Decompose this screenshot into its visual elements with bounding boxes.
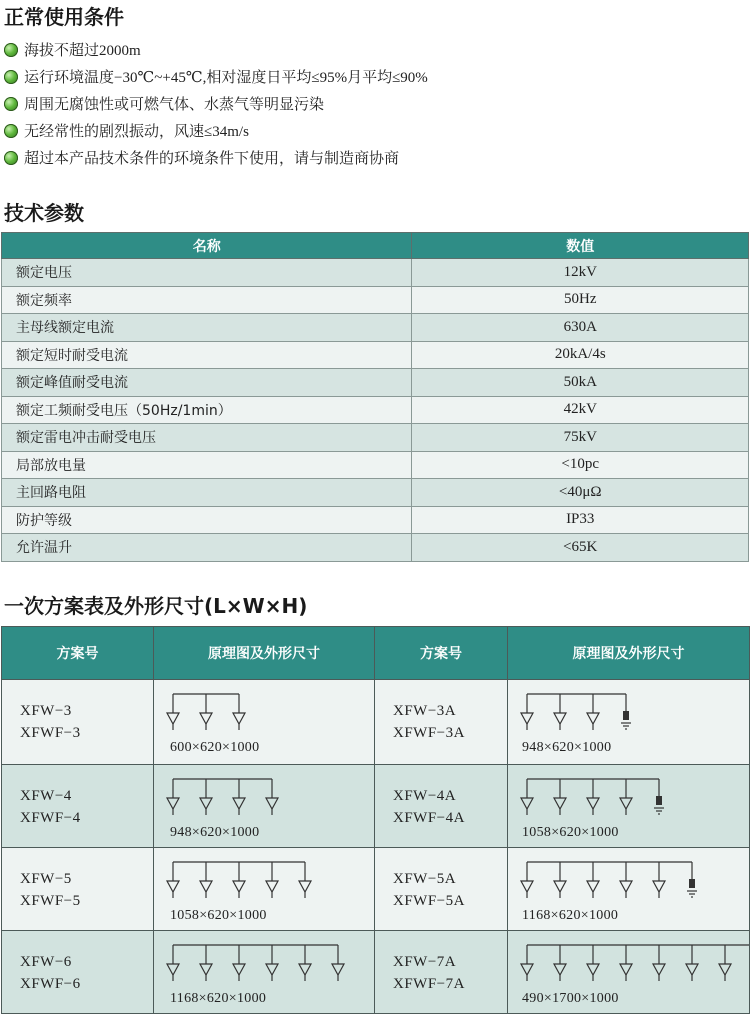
feeder-switch-icon <box>299 945 311 981</box>
param-value: <65K <box>412 534 749 562</box>
feeder-switch-icon <box>167 862 179 898</box>
list-item: 无经常性的剧烈振动，风速≤34m/s <box>4 117 428 144</box>
feeder-switch-icon <box>554 945 566 981</box>
table-row <box>2 259 749 287</box>
feeder-switch-icon <box>233 945 245 981</box>
feeder-switch-icon <box>167 945 179 981</box>
param-value: 20kA/4s <box>412 341 749 369</box>
column-header-value: 数值 <box>412 233 749 259</box>
feeder-switch-icon <box>521 862 533 898</box>
feeder-switch-icon <box>620 779 632 815</box>
list-item: 超过本产品技术条件的环境条件下使用，请与制造商协商 <box>4 144 428 171</box>
bullet-icon <box>4 97 18 111</box>
scheme-code-cell <box>375 680 508 765</box>
list-item: 海拔不超过2000m <box>4 36 428 63</box>
list-item: 周围无腐蚀性或可燃气体、水蒸气等明显污染 <box>4 90 428 117</box>
bullet-icon <box>4 124 18 138</box>
dimensions-text: 490×1700×1000 <box>522 991 619 1006</box>
scheme-code: XFW−3 <box>20 703 72 719</box>
feeder-switch-icon <box>620 862 632 898</box>
dimensions-text: 600×620×1000 <box>170 740 260 755</box>
dimensions-text: 1058×620×1000 <box>522 825 619 840</box>
feeder-switch-icon <box>521 694 533 730</box>
feeder-switch-icon <box>587 779 599 815</box>
feeder-switch-icon <box>653 945 665 981</box>
table-row <box>2 341 749 369</box>
feeder-switch-icon <box>521 945 533 981</box>
table-row <box>2 424 749 452</box>
param-value: 630A <box>412 314 749 342</box>
param-value: 50Hz <box>412 286 749 314</box>
feeder-switch-icon <box>233 862 245 898</box>
param-name: 主回路电阻 <box>2 479 412 507</box>
dimensions-text: 1058×620×1000 <box>170 908 267 923</box>
scheme-code: XFW−4 <box>20 788 72 804</box>
param-value: 75kV <box>412 424 749 452</box>
table-row <box>2 534 749 562</box>
diagram-cell <box>508 765 750 848</box>
feeder-switch-icon <box>266 779 278 815</box>
scheme-code: XFW−6 <box>20 954 72 970</box>
param-name: 额定工频耐受电压（50Hz/1min） <box>2 396 412 424</box>
scheme-code-alt: XFWF−4A <box>393 810 465 826</box>
column-header-name: 名称 <box>2 233 412 259</box>
scheme-code-alt: XFWF−6 <box>20 976 81 992</box>
feeder-switch-icon <box>653 862 665 898</box>
feeder-switch-icon <box>719 945 731 981</box>
scheme-code-alt: XFWF−5 <box>20 893 81 909</box>
feeder-switch-icon <box>521 779 533 815</box>
diagram-cell <box>508 680 750 765</box>
diagram-cell <box>154 848 375 931</box>
scheme-code-cell <box>2 680 154 765</box>
scheme-code: XFW−4A <box>393 788 457 804</box>
feeder-switch-icon <box>233 779 245 815</box>
dimensions-text: 1168×620×1000 <box>170 991 267 1006</box>
conditions-list <box>4 36 428 171</box>
feeder-switch-icon <box>299 862 311 898</box>
param-value: 50kA <box>412 369 749 397</box>
bullet-icon <box>4 70 18 84</box>
scheme-code: XFW−5A <box>393 871 457 887</box>
scheme-code-alt: XFWF−3 <box>20 725 81 741</box>
table-row <box>2 765 750 848</box>
earthing-switch-icon <box>654 779 664 814</box>
diagram-cell <box>508 848 750 931</box>
feeder-switch-icon <box>587 945 599 981</box>
feeder-switch-icon <box>200 862 212 898</box>
param-name: 额定短时耐受电流 <box>2 341 412 369</box>
feeder-switch-icon <box>620 945 632 981</box>
scheme-code-alt: XFWF−3A <box>393 725 465 741</box>
table-row <box>2 369 749 397</box>
param-value: <40μΩ <box>412 479 749 507</box>
feeder-switch-icon <box>554 862 566 898</box>
table-row <box>2 314 749 342</box>
scheme-code-cell <box>375 765 508 848</box>
feeder-switch-icon <box>554 694 566 730</box>
diagram-cell <box>154 931 375 1014</box>
scheme-code-cell <box>375 848 508 931</box>
param-name: 额定雷电冲击耐受电压 <box>2 424 412 452</box>
dimensions-text: 948×620×1000 <box>170 825 260 840</box>
table-row <box>2 451 749 479</box>
scheme-code-alt: XFWF−7A <box>393 976 465 992</box>
param-value: 12kV <box>412 259 749 287</box>
param-name: 主母线额定电流 <box>2 314 412 342</box>
schemes-table <box>1 626 750 1014</box>
scheme-code-cell <box>375 931 508 1014</box>
schemes-title: 一次方案表及外形尺寸(L×W×H) <box>4 594 308 618</box>
list-item: 运行环境温度−30℃~+45℃,相对湿度日平均≤95%月平均≤90% <box>4 63 428 90</box>
table-row <box>2 848 750 931</box>
param-name: 额定电压 <box>2 259 412 287</box>
param-name: 防护等级 <box>2 506 412 534</box>
bullet-icon <box>4 151 18 165</box>
feeder-switch-icon <box>587 862 599 898</box>
feeder-switch-icon <box>233 694 245 730</box>
column-header-scheme: 方案号 <box>375 627 508 680</box>
scheme-code-cell <box>2 765 154 848</box>
table-row <box>2 396 749 424</box>
diagram-cell <box>154 765 375 848</box>
param-value: <10pc <box>412 451 749 479</box>
param-name: 允许温升 <box>2 534 412 562</box>
dimensions-text: 948×620×1000 <box>522 740 612 755</box>
table-row <box>2 931 750 1014</box>
scheme-code: XFW−3A <box>393 703 457 719</box>
feeder-switch-icon <box>200 779 212 815</box>
scheme-code-cell <box>2 931 154 1014</box>
table-row <box>2 479 749 507</box>
feeder-switch-icon <box>167 779 179 815</box>
feeder-switch-icon <box>266 945 278 981</box>
bullet-icon <box>4 43 18 57</box>
scheme-code: XFW−5 <box>20 871 72 887</box>
param-name: 额定频率 <box>2 286 412 314</box>
scheme-code-alt: XFWF−4 <box>20 810 81 826</box>
table-row <box>2 680 750 765</box>
scheme-code-alt: XFWF−5A <box>393 893 465 909</box>
specs-table <box>1 232 749 562</box>
column-header-scheme: 方案号 <box>2 627 154 680</box>
earthing-switch-icon <box>687 862 697 897</box>
diagram-cell <box>508 931 750 1014</box>
param-name: 局部放电量 <box>2 451 412 479</box>
feeder-switch-icon <box>200 694 212 730</box>
table-row <box>2 286 749 314</box>
feeder-switch-icon <box>167 694 179 730</box>
param-name: 额定峰值耐受电流 <box>2 369 412 397</box>
conditions-title: 正常使用条件 <box>4 5 124 29</box>
column-header-diagram: 原理图及外形尺寸 <box>154 627 375 680</box>
scheme-code-cell <box>2 848 154 931</box>
feeder-switch-icon <box>587 694 599 730</box>
earthing-switch-icon <box>621 694 631 729</box>
scheme-code: XFW−7A <box>393 954 457 970</box>
param-value: 42kV <box>412 396 749 424</box>
feeder-switch-icon <box>266 862 278 898</box>
dimensions-text: 1168×620×1000 <box>522 908 619 923</box>
table-row <box>2 506 749 534</box>
param-value: IP33 <box>412 506 749 534</box>
feeder-switch-icon <box>332 945 344 981</box>
feeder-switch-icon <box>686 945 698 981</box>
column-header-diagram: 原理图及外形尺寸 <box>508 627 750 680</box>
specs-title: 技术参数 <box>4 201 84 225</box>
diagram-cell <box>154 680 375 765</box>
feeder-switch-icon <box>554 779 566 815</box>
feeder-switch-icon <box>200 945 212 981</box>
